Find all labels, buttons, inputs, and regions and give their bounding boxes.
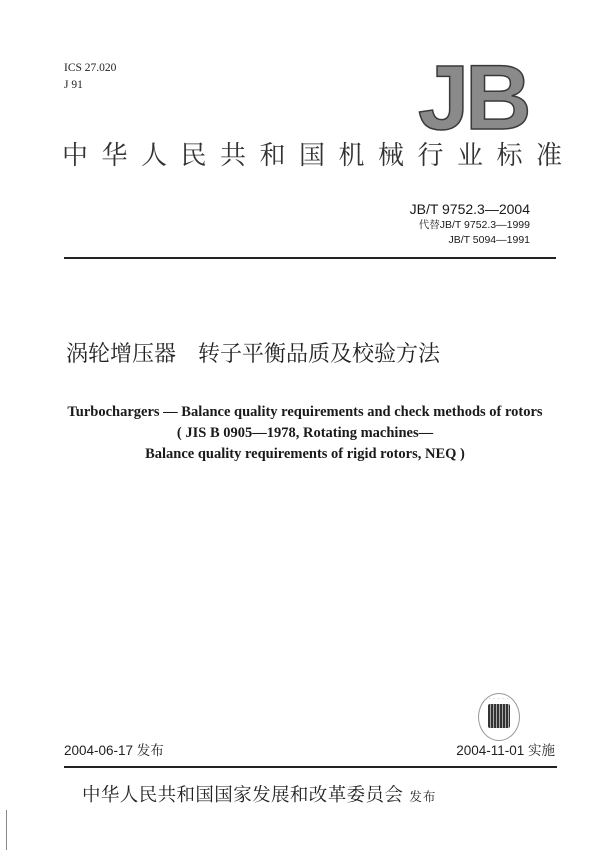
english-title-line-2: ( JIS B 0905—1978, Rotating machines— (176, 425, 434, 441)
top-divider (64, 257, 556, 259)
bottom-divider (64, 766, 557, 768)
issuer (82, 783, 436, 810)
issue-date: 2004-06-17 发布 (64, 743, 164, 758)
chinese-title (66, 340, 440, 370)
english-title-line-1: Turbochargers — Balance quality requirements and check methods of rotors (67, 404, 543, 420)
standard-number-block (410, 201, 530, 248)
seal-emblem-icon (488, 704, 510, 728)
standard-number: JB/T 9752.3—2004 (409, 201, 530, 217)
ics-code: ICS 27.020 (64, 62, 117, 74)
scan-margin-mark (6, 810, 7, 850)
jb-logo: JB (418, 47, 528, 149)
classification-code: J 91 (64, 79, 83, 91)
chinese-title-part2: 转子平衡品质及校验方法 (198, 342, 441, 367)
implementation-date: 2004-11-01 实施 (456, 743, 555, 758)
publisher-seal-icon: · · · · · (478, 693, 520, 741)
replaces-line-1: 代替JB/T 9752.3—1999 (418, 219, 530, 231)
english-title-line-3: Balance quality requirements of rigid rotors, NEQ ) (145, 446, 465, 462)
main-title: 中华人民共和国机械行业标准 (62, 141, 576, 171)
chinese-title-part1: 涡轮增压器 (66, 342, 177, 367)
issuer-suffix: 发布 (409, 789, 437, 804)
replaces-line-2: JB/T 5094—1991 (448, 234, 530, 246)
classification-codes (64, 60, 116, 94)
english-title (40, 402, 570, 465)
issuer-name: 中华人民共和国国家发展和改革委员会 (82, 785, 404, 806)
